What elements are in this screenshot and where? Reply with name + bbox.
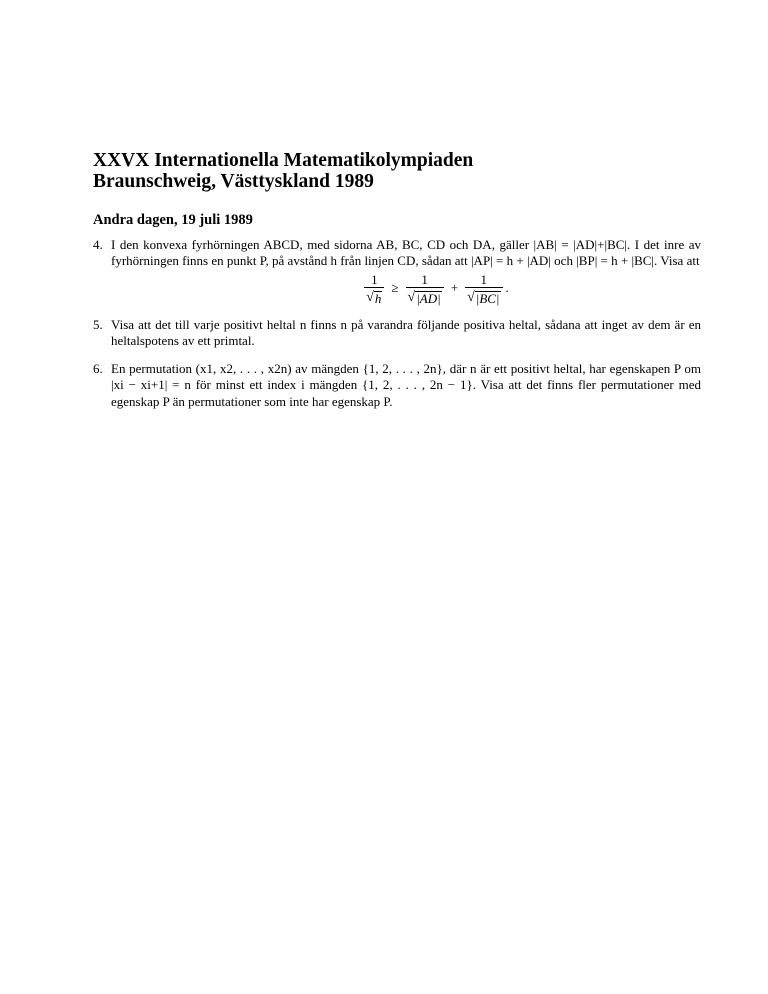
sqrt-symbol: √: [467, 289, 475, 305]
day-heading: Andra dagen, 19 juli 1989: [93, 212, 253, 228]
sqrt-symbol: √: [407, 289, 416, 305]
problem-6: [93, 361, 701, 410]
title-line-2: Braunschweig, Västtyskland 1989: [93, 171, 374, 192]
document-page: [93, 150, 701, 410]
fraction-denominator: |BC|: [475, 290, 500, 306]
fraction-denominator: |AD|: [416, 290, 441, 306]
fraction-denominator: h: [374, 290, 382, 306]
problem-text: En permutation (x1, x2, . . . , x2n) av mängden {1, 2, . . . , 2n}, där n är ett positivt heltal, har egenskapen P om |xi − xi+1| = n för minst ett index i mängden {1, 2, . . . , 2n − 1}. Visa att det finns fler permutationer med egenskap P än permutationer som inte har egenskap P.: [111, 361, 701, 409]
problem-text: I den konvexa fyrhörningen ABCD, med sidorna AB, BC, CD och DA, gäller |AB| = |AD|+|BC|. I det inre av fyrhörningen finns en punkt P, på avstånd h från linjen CD, sådan att |AP| = h + |AD| och |BP| = h + |BC|. Visa att: [111, 237, 701, 269]
problem-number: 6.: [93, 361, 103, 377]
problem-5: [93, 317, 701, 350]
fraction-numerator: 1: [480, 271, 488, 287]
fraction-numerator: 1: [371, 271, 378, 287]
fraction-term-1: [406, 273, 444, 305]
problem-number: 4.: [93, 237, 103, 252]
problem-text: Visa att det till varje positivt heltal n finns n på varandra följande positiva heltal, sådana att inget av dem är en heltalspotens av ett primtal.: [111, 316, 701, 348]
relation-symbol: ≥: [391, 280, 399, 296]
problem-list: [93, 237, 701, 410]
sqrt-symbol: √: [366, 289, 374, 305]
fraction-term-2: [465, 273, 502, 305]
fraction-numerator: 1: [421, 271, 428, 287]
inequality-formula: [111, 273, 701, 305]
plus-symbol: +: [450, 280, 459, 296]
problem-4: [93, 237, 701, 305]
problem-number: 5.: [93, 316, 103, 332]
formula-period: .: [505, 280, 509, 296]
fraction-lhs: [364, 273, 384, 305]
document-title: [93, 150, 701, 192]
title-line-1: XXVX Internationella Matematikolympiaden: [93, 150, 474, 171]
